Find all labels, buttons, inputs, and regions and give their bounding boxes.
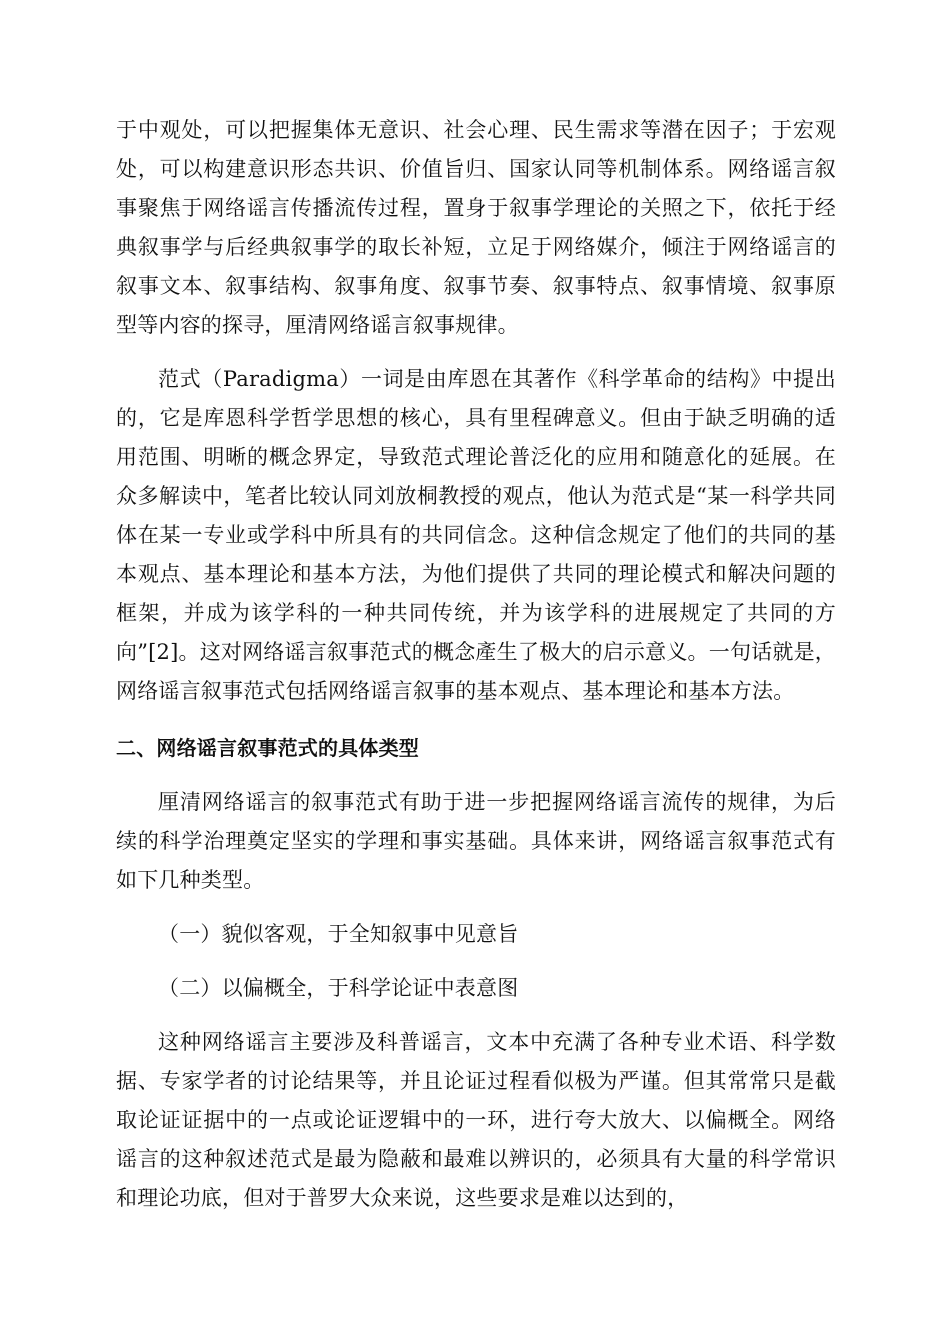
section-heading: 二、网络谣言叙事范式的具体类型 (116, 736, 419, 760)
paragraph-paradigm-definition: 范式（Paradigma）一词是由库恩在其著作《科学革命的结构》中提出的，它是库恩科学哲学思想的核心，具有里程碑意义。但由于缺乏明确的适用范围、明晰的概念界定，导致范式理论普泛化的应用和随意化的延展。在众多解读中，笔者比较认同刘放桐教授的观点，他认为范式是“某一科学共同体在某一专业或学科中所具有的共同信念。这种信念规定了他们的共同的基本观点、基本理论和基本方法，为他们提供了共同的理论模式和解决问题的框架，并成为该学科的一种共同传统，并为该学科的进展规定了共同的方向”[2]。这对网络谣言叙事范式的概念產生了极大的启示意义。一句话就是，网络谣言叙事范式包括网络谣言叙事的基本观点、基本理论和基本方法。 (116, 367, 836, 703)
subheading-two: （二）以偏概全，于科学论证中表意图 (158, 976, 519, 1000)
subheading-one: （一）貌似客观，于全知叙事中见意旨 (158, 922, 519, 946)
paragraph-section-intro: 厘清网络谣言的叙事范式有助于进一步把握网络谣言流传的规律，为后续的科学治理奠定坚实的学理和事实基础。具体来讲，网络谣言叙事范式有如下几种类型。 (116, 790, 836, 892)
document-page (116, 111, 836, 1233)
paragraph-science-rumor: 这种网络谣言主要涉及科普谣言，文本中充满了各种专业术语、科学数据、专家学者的讨论结果等，并且论证过程看似极为严谨。但其常常只是截取论证证据中的一点或论证逻辑中的一环，进行夸大放大、以偏概全。网络谣言的这种叙述范式是最为隐蔽和最难以辨识的，必须具有大量的科学常识和理论功底，但对于普罗大众来说，这些要求是难以达到的， (116, 1030, 836, 1210)
paragraph-continuation: 于中观处，可以把握集体无意识、社会心理、民生需求等潜在因子；于宏观处，可以构建意识形态共识、价值旨归、国家认同等机制体系。网络谣言叙事聚焦于网络谣言传播流传过程，置身于叙事学理论的关照之下，依托于经典叙事学与后经典叙事学的取长补短，立足于网络媒介，倾注于网络谣言的叙事文本、叙事结构、叙事角度、叙事节奏、叙事特点、叙事情境、叙事原型等内容的探寻，厘清网络谣言叙事规律。 (116, 118, 836, 337)
